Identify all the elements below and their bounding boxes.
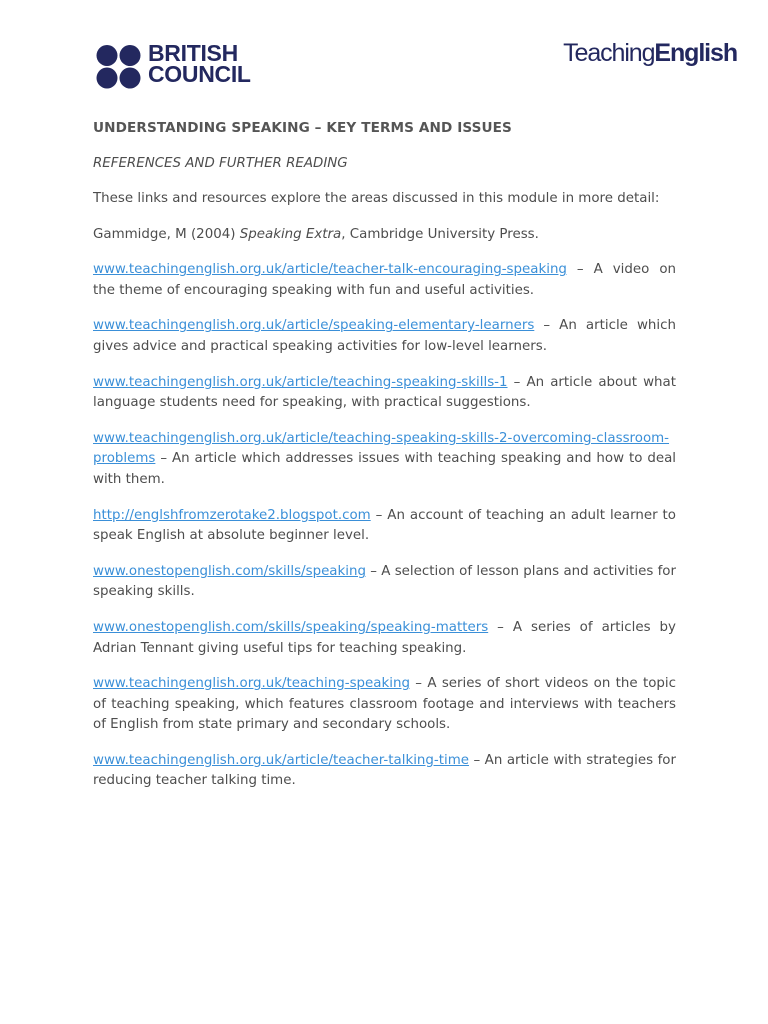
- reference-book-title: Speaking Extra: [239, 226, 342, 242]
- resource-item: [93, 316, 676, 357]
- resource-link[interactable]: http://englshfromzerotake2.blogspot.com: [93, 507, 371, 523]
- resource-description: – An article which gives advice and practical speaking activities for low-level learners.: [93, 318, 676, 354]
- resource-link[interactable]: www.teachingenglish.org.uk/article/teaching-speaking-skills-1: [93, 374, 508, 390]
- resource-item: [93, 562, 676, 603]
- british-council-line2: COUNCIL: [148, 61, 251, 87]
- intro-paragraph: These links and resources explore the areas discussed in this module in more detail:: [93, 191, 660, 206]
- resource-item: [93, 674, 676, 736]
- resource-description: – A video on the theme of encouraging speaking with fun and useful activities.: [93, 262, 676, 298]
- document-title: UNDERSTANDING SPEAKING – KEY TERMS AND ISSUES: [93, 120, 512, 136]
- resource-link[interactable]: www.teachingenglish.org.uk/article/teacher-talking-time: [93, 752, 469, 768]
- page-header: [0, 0, 768, 100]
- document-subtitle: REFERENCES AND FURTHER READING: [93, 156, 348, 171]
- british-council-wordmark: [148, 40, 263, 89]
- resource-description: – An account of teaching an adult learner to speak English at absolute beginner level.: [93, 507, 676, 544]
- resource-link[interactable]: www.teachingenglish.org.uk/article/teaching-speaking-skills-2-overcoming-classroom-problems: [93, 430, 670, 467]
- reference-author: Gammidge, M (2004): [93, 226, 240, 242]
- book-reference: [93, 225, 676, 246]
- resource-description: – A series of articles by Adrian Tennant giving useful tips for teaching speaking.: [93, 619, 676, 656]
- resource-description: – An article which addresses issues with teaching speaking and how to deal with them.: [93, 451, 676, 487]
- resource-description: – An article with strategies for reducing teacher talking time.: [93, 752, 676, 789]
- resource-item: [93, 429, 676, 491]
- resource-item: [93, 618, 676, 659]
- british-council-dots-icon: [95, 44, 143, 90]
- resource-link[interactable]: www.teachingenglish.org.uk/teaching-speaking: [93, 676, 410, 692]
- reference-publisher: , Cambridge University Press.: [341, 226, 539, 242]
- resource-link[interactable]: www.onestopenglish.com/skills/speaking: [93, 563, 366, 579]
- resource-item: [93, 373, 676, 414]
- teaching-english-logo-bold: English: [654, 39, 737, 67]
- british-council-line1: BRITISH: [148, 40, 238, 66]
- resource-description: – A series of short videos on the topic of teaching speaking, which features classroom footage and interviews with teachers of English from state primary and secondary schools.: [93, 676, 676, 733]
- resource-link[interactable]: www.onestopenglish.com/skills/speaking/speaking-matters: [93, 619, 489, 635]
- resource-item: [93, 506, 676, 547]
- document-body: [93, 118, 676, 792]
- resource-link[interactable]: www.teachingenglish.org.uk/article/speaking-elementary-learners: [93, 318, 535, 334]
- resource-link[interactable]: www.teachingenglish.org.uk/article/teacher-talk-encouraging-speaking: [93, 262, 567, 278]
- resource-item: [93, 260, 676, 301]
- teaching-english-logo-light: Teaching: [563, 39, 655, 67]
- resource-item: [93, 751, 676, 792]
- resource-description: – An article about what language students need for speaking, with practical suggestions.: [93, 374, 676, 411]
- british-council-logo: [95, 40, 265, 92]
- resource-description: – A selection of lesson plans and activities for speaking skills.: [93, 563, 676, 600]
- teaching-english-logo: [563, 39, 737, 69]
